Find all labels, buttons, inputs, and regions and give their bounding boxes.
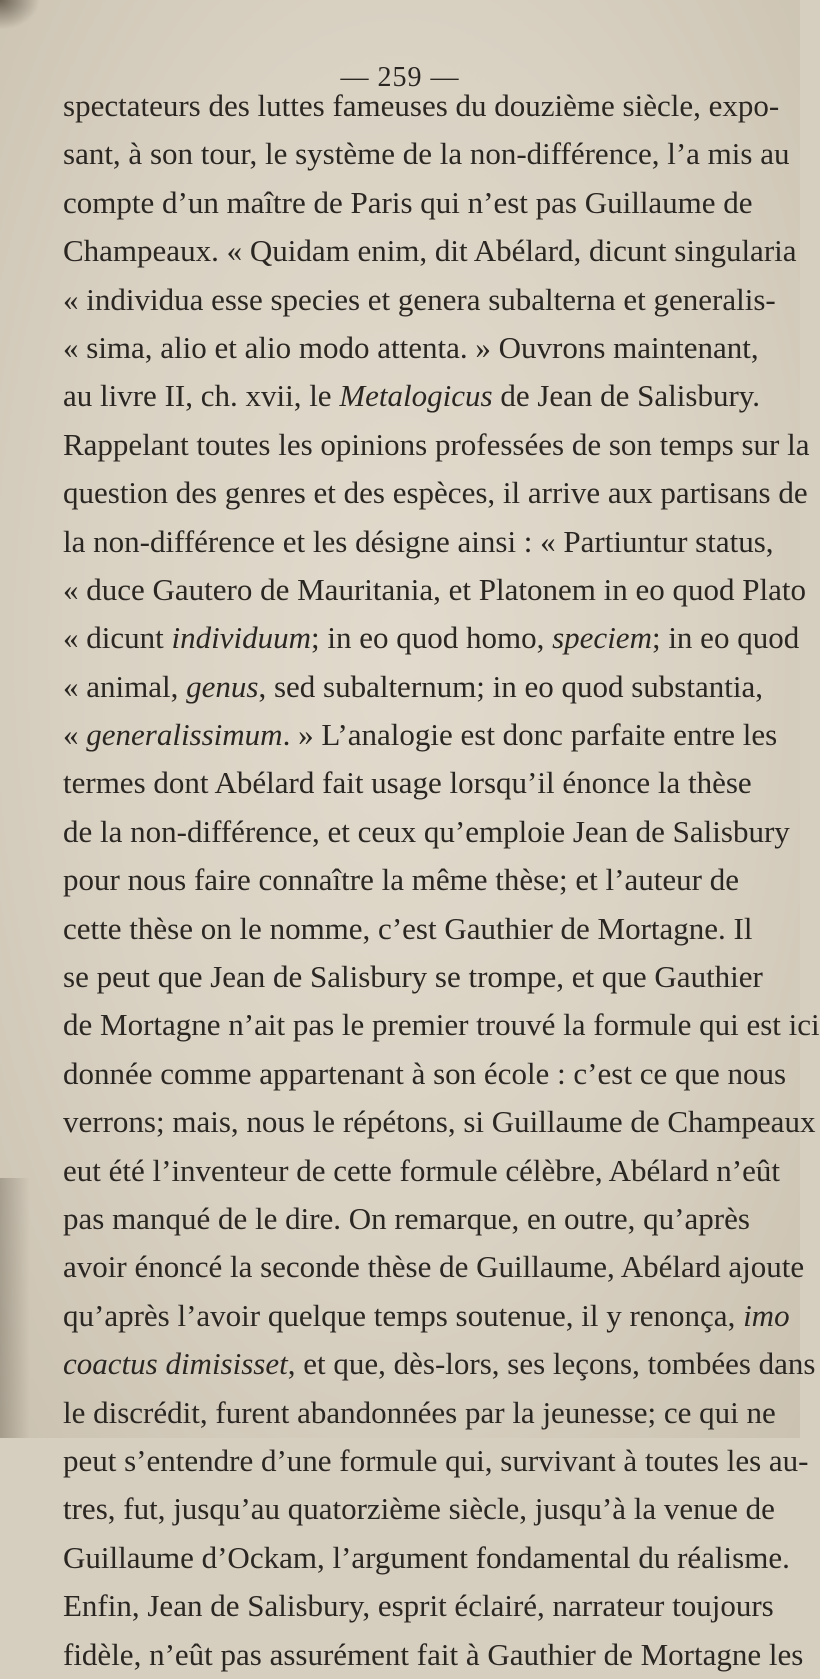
text-segment: « animal, — [63, 668, 187, 704]
text-segment: avoir énoncé la seconde thèse de Guillaume, Abélard ajoute — [63, 1249, 805, 1285]
text-line — [63, 1485, 775, 1533]
text-segment: « individua esse species et genera subalterna et generalis- — [63, 281, 776, 317]
text-line — [63, 1582, 774, 1630]
page-corner-shadow — [0, 0, 40, 30]
text-line — [63, 276, 776, 324]
text-line — [63, 1147, 780, 1195]
text-line — [63, 1098, 816, 1146]
text-line — [63, 130, 790, 178]
text-segment: individuum — [171, 620, 311, 656]
text-segment: verrons; mais, nous le répétons, si Guillaume de Champeaux — [63, 1104, 816, 1140]
text-line — [63, 808, 790, 856]
text-line — [63, 227, 797, 275]
text-segment: compte d’un maître de Paris qui n’est pas Guillaume de — [63, 184, 753, 220]
text-segment: generalissimum — [86, 717, 283, 753]
text-line — [63, 1001, 820, 1049]
text-segment: ; in eo quod — [651, 620, 800, 656]
text-segment: au livre II, ch. xvii, le — [63, 378, 340, 414]
text-segment: « — [63, 717, 87, 753]
text-segment: Metalogicus — [339, 378, 493, 414]
text-line — [63, 469, 808, 517]
text-line — [63, 1631, 804, 1679]
text-segment: question des genres et des espèces, il arrive aux partisans de — [63, 475, 808, 511]
page-edge-shadow — [0, 1178, 30, 1438]
text-line — [63, 179, 753, 227]
text-segment: ; in eo quod homo, — [311, 620, 553, 656]
text-segment: termes dont Abélard fait usage lorsqu’il énonce la thèse — [63, 765, 752, 801]
text-line — [63, 663, 763, 711]
text-line — [63, 372, 761, 420]
text-segment: tres, fut, jusqu’au quatorzième siècle, jusqu’à la venue de — [63, 1491, 775, 1527]
text-segment: Champeaux. « Quidam enim, dit Abélard, dicunt singularia — [63, 233, 797, 269]
page-number: — 259 — — [340, 62, 460, 93]
text-segment: donnée comme appartenant à son école : c’est ce que nous — [63, 1055, 787, 1091]
text-segment: eut été l’inventeur de cette formule célèbre, Abélard n’eût — [63, 1152, 780, 1188]
text-segment: de Mortagne n’ait pas le premier trouvé la formule qui est ici — [63, 1007, 820, 1043]
text-line — [63, 1437, 809, 1485]
text-segment: « duce Gautero de Mauritania, et Platonem in eo quod Plato — [63, 571, 806, 607]
text-segment: speciem — [552, 620, 652, 656]
text-segment: peut s’entendre d’une formule qui, survivant à toutes les au- — [63, 1442, 809, 1478]
text-segment: , sed subalternum; in eo quod substantia, — [258, 668, 763, 704]
text-line — [63, 1195, 750, 1243]
text-line — [63, 82, 780, 130]
text-segment: Guillaume d’Ockam, l’argument fondamental du réalisme. — [63, 1539, 790, 1575]
text-segment: imo — [743, 1297, 790, 1333]
text-segment: qu’après l’avoir quelque temps soutenue, il y renonça, — [63, 1297, 744, 1333]
text-segment: cette thèse on le nomme, c’est Gauthier de Mortagne. Il — [63, 910, 753, 946]
text-line — [63, 614, 800, 662]
text-segment: de Jean de Salisbury. — [492, 378, 761, 414]
text-segment: « dicunt — [63, 620, 172, 656]
text-line — [63, 1389, 776, 1437]
text-segment: genus — [186, 668, 259, 704]
text-segment: sant, à son tour, le système de la non-différence, l’a mis au — [63, 136, 790, 172]
text-segment: la non-différence et les désigne ainsi : « Partiuntur status, — [63, 523, 774, 559]
text-line — [63, 759, 752, 807]
text-segment: pas manqué de le dire. On remarque, en outre, qu’après — [63, 1200, 750, 1236]
text-segment: coactus dimisisset — [63, 1346, 288, 1382]
text-line — [63, 421, 810, 469]
text-line — [63, 856, 739, 904]
body-text — [63, 82, 820, 1679]
text-segment: « sima, alio et alio modo attenta. » Ouvrons maintenant, — [63, 329, 759, 365]
text-segment: . » L’analogie est donc parfaite entre les — [282, 717, 778, 753]
text-line — [63, 1292, 790, 1340]
text-line — [63, 324, 759, 372]
text-line — [63, 905, 753, 953]
text-segment: de la non-différence, et ceux qu’emploie Jean de Salisbury — [63, 813, 790, 849]
text-line — [63, 518, 774, 566]
text-line — [63, 953, 763, 1001]
text-segment: , et que, dès-lors, ses leçons, tombées dans — [287, 1346, 816, 1382]
text-segment: pour nous faire connaître la même thèse; et l’auteur de — [63, 862, 739, 898]
text-line — [63, 1340, 816, 1388]
text-segment: se peut que Jean de Salisbury se trompe, et que Gauthier — [63, 959, 763, 995]
text-segment: Rappelant toutes les opinions professées de son temps sur la — [63, 426, 810, 462]
text-line — [63, 1243, 805, 1291]
text-segment: spectateurs des luttes fameuses du douzième siècle, expo- — [63, 88, 780, 123]
text-line — [63, 711, 778, 759]
text-line — [63, 1534, 790, 1582]
text-line — [63, 566, 806, 614]
text-segment: fidèle, n’eût pas assurément fait à Gauthier de Mortagne les — [63, 1636, 804, 1672]
text-line — [63, 1050, 787, 1098]
text-segment: le discrédit, furent abandonnées par la jeunesse; ce qui ne — [63, 1394, 776, 1430]
text-segment: Enfin, Jean de Salisbury, esprit éclairé, narrateur toujours — [63, 1588, 774, 1624]
